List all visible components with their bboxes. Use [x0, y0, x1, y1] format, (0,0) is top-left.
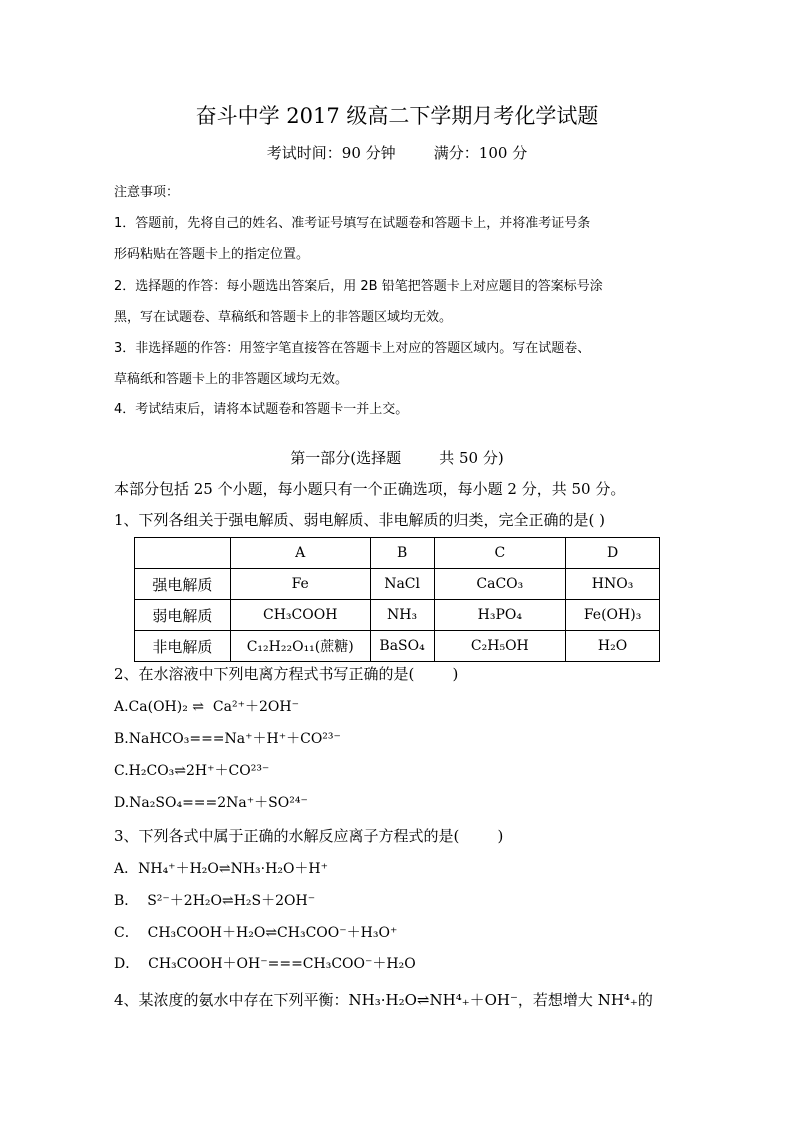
- column-header: A: [230, 538, 370, 569]
- question-2-option-a: A.Ca(OH)₂ ⇌ Ca²⁺＋2OH⁻: [114, 699, 299, 715]
- table-header-row: [135, 538, 660, 569]
- column-header: C: [434, 538, 566, 569]
- table-cell: CH₃COOH: [230, 600, 370, 631]
- table-cell: NH₃: [370, 600, 434, 631]
- notice-line: 2．选择题的作答：每小题选出答案后，用 2B 铅笔把答题卡上对应题目的答案标号涂: [114, 279, 603, 294]
- table-cell: NaCl: [370, 569, 434, 600]
- table-cell: BaSO₄: [370, 631, 434, 662]
- column-header: B: [370, 538, 434, 569]
- question-3-option-b: B． S²⁻＋2H₂O⇌H₂S＋2OH⁻: [114, 893, 316, 909]
- notice-line: 1．答题前，先将自己的姓名、准考证号填写在试题卷和答题卡上，并将准考证号条: [114, 216, 591, 231]
- question-1-stem: 1、下列各组关于强电解质、弱电解质、非电解质的归类，完全正确的是( ): [114, 511, 606, 529]
- table-cell: H₂O: [566, 631, 660, 662]
- notice-line: 草稿纸和答题卡上的非答题区域均无效。: [114, 372, 349, 387]
- column-header: D: [566, 538, 660, 569]
- table-cell: H₃PO₄: [434, 600, 566, 631]
- question-2-option-c: C.H₂CO₃⇌2H⁺＋CO²³⁻: [114, 763, 270, 779]
- table-row: [135, 569, 660, 600]
- table-cell: C₂H₅OH: [434, 631, 566, 662]
- exam-info: 考试时间：90 分钟 满分：100 分: [266, 144, 528, 162]
- notice-line: 4．考试结束后，请将本试题卷和答题卡一并上交。: [114, 402, 409, 417]
- question-4-stem: 4、某浓度的氨水中存在下列平衡：NH₃·H₂O⇌NH⁴₊＋OH⁻，若想增大 NH⁴₊的: [114, 991, 653, 1009]
- notice-line: 黑，写在试题卷、草稿纸和答题卡上的非答题区域均无效。: [114, 310, 453, 325]
- notice-heading: 注意事项：: [114, 185, 180, 200]
- section-title: 第一部分(选择题 共 50 分): [290, 449, 504, 467]
- table-row: [135, 631, 660, 662]
- question-2-option-d: D.Na₂SO₄===2Na⁺＋SO²⁴⁻: [114, 795, 308, 811]
- question-3-option-d: D． CH₃COOH＋OH⁻===CH₃COO⁻＋H₂O: [114, 956, 416, 972]
- table-cell: Fe(OH)₃: [566, 600, 660, 631]
- question-3-stem: 3、下列各式中属于正确的水解反应离子方程式的是( ): [114, 827, 504, 845]
- section-intro: 本部分包括 25 个小题，每小题只有一个正确选项，每小题 2 分，共 50 分。: [114, 480, 626, 498]
- row-header: 弱电解质: [135, 600, 231, 631]
- notice-line: 3．非选择题的作答：用签字笔直接答在答题卡上对应的答题区域内。写在试题卷、: [114, 341, 591, 356]
- table-row: [135, 600, 660, 631]
- question-3-option-c: C． CH₃COOH＋H₂O⇌CH₃COO⁻＋H₃O⁺: [114, 925, 398, 941]
- row-header: 非电解质: [135, 631, 231, 662]
- table-cell: HNO₃: [566, 569, 660, 600]
- table-cell: C₁₂H₂₂O₁₁(蔗糖): [230, 631, 370, 662]
- row-header: 强电解质: [135, 569, 231, 600]
- page-title: 奋斗中学 2017 级高二下学期月考化学试题: [195, 104, 599, 128]
- electrolyte-table: [134, 537, 660, 662]
- table-corner-cell: [135, 538, 231, 569]
- question-3-option-a: A．NH₄⁺＋H₂O⇌NH₃·H₂O＋H⁺: [114, 861, 329, 877]
- notice-line: 形码粘贴在答题卡上的指定位置。: [114, 247, 310, 262]
- table-cell: Fe: [230, 569, 370, 600]
- question-2-option-b: B.NaHCO₃===Na⁺＋H⁺＋CO²³⁻: [114, 731, 341, 747]
- table-cell: CaCO₃: [434, 569, 566, 600]
- question-2-stem: 2、在水溶液中下列电离方程式书写正确的是( ): [114, 665, 459, 683]
